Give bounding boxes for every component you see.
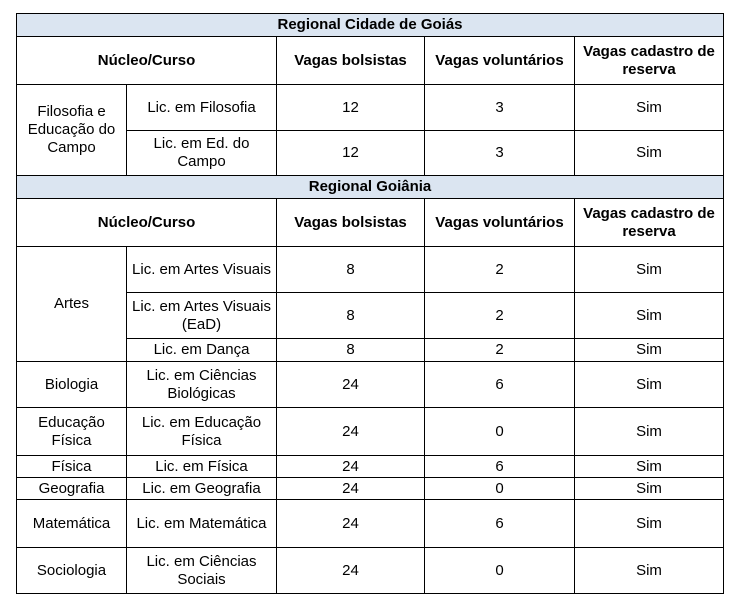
region-title: Regional Cidade de Goiás bbox=[17, 14, 724, 37]
table-row bbox=[17, 408, 724, 456]
table-row bbox=[17, 247, 724, 293]
table-row bbox=[17, 362, 724, 408]
bolsistas-cell: 8 bbox=[277, 247, 425, 293]
reserva-cell: Sim bbox=[575, 85, 724, 131]
region-title-row bbox=[17, 14, 724, 37]
voluntarios-cell: 0 bbox=[425, 478, 575, 500]
curso-cell: Lic. em Filosofia bbox=[127, 85, 277, 131]
nucleo-cell: Filosofia e Educação do Campo bbox=[17, 85, 127, 176]
curso-cell: Lic. em Matemática bbox=[127, 500, 277, 548]
header-vagas-voluntarios: Vagas voluntários bbox=[425, 199, 575, 247]
table-row bbox=[17, 500, 724, 548]
header-vagas-bolsistas: Vagas bolsistas bbox=[277, 199, 425, 247]
curso-cell: Lic. em Ed. do Campo bbox=[127, 131, 277, 176]
header-vagas-cadastro: Vagas cadastro de reserva bbox=[575, 199, 724, 247]
curso-cell: Lic. em Artes Visuais (EaD) bbox=[127, 293, 277, 339]
voluntarios-cell: 2 bbox=[425, 247, 575, 293]
bolsistas-cell: 24 bbox=[277, 456, 425, 478]
voluntarios-cell: 6 bbox=[425, 362, 575, 408]
bolsistas-cell: 8 bbox=[277, 293, 425, 339]
table-row bbox=[17, 478, 724, 500]
curso-cell: Lic. em Dança bbox=[127, 339, 277, 362]
header-vagas-voluntarios: Vagas voluntários bbox=[425, 37, 575, 85]
curso-cell: Lic. em Física bbox=[127, 456, 277, 478]
header-vagas-cadastro: Vagas cadastro de reserva bbox=[575, 37, 724, 85]
nucleo-cell: Artes bbox=[17, 247, 127, 362]
header-vagas-bolsistas: Vagas bolsistas bbox=[277, 37, 425, 85]
curso-cell: Lic. em Ciências Sociais bbox=[127, 548, 277, 594]
reserva-cell: Sim bbox=[575, 500, 724, 548]
voluntarios-cell: 2 bbox=[425, 293, 575, 339]
nucleo-cell: Matemática bbox=[17, 500, 127, 548]
reserva-cell: Sim bbox=[575, 362, 724, 408]
nucleo-cell: Biologia bbox=[17, 362, 127, 408]
region-title-row bbox=[17, 176, 724, 199]
voluntarios-cell: 0 bbox=[425, 408, 575, 456]
header-nucleo-curso: Núcleo/Curso bbox=[17, 199, 277, 247]
voluntarios-cell: 3 bbox=[425, 85, 575, 131]
vagas-table bbox=[16, 13, 724, 594]
voluntarios-cell: 6 bbox=[425, 500, 575, 548]
curso-cell: Lic. em Artes Visuais bbox=[127, 247, 277, 293]
voluntarios-cell: 6 bbox=[425, 456, 575, 478]
curso-cell: Lic. em Ciências Biológicas bbox=[127, 362, 277, 408]
table-row bbox=[17, 456, 724, 478]
bolsistas-cell: 24 bbox=[277, 408, 425, 456]
reserva-cell: Sim bbox=[575, 408, 724, 456]
reserva-cell: Sim bbox=[575, 131, 724, 176]
bolsistas-cell: 24 bbox=[277, 478, 425, 500]
table-row bbox=[17, 548, 724, 594]
reserva-cell: Sim bbox=[575, 293, 724, 339]
table-row bbox=[17, 85, 724, 131]
voluntarios-cell: 2 bbox=[425, 339, 575, 362]
bolsistas-cell: 12 bbox=[277, 85, 425, 131]
voluntarios-cell: 0 bbox=[425, 548, 575, 594]
header-row bbox=[17, 37, 724, 85]
bolsistas-cell: 24 bbox=[277, 500, 425, 548]
bolsistas-cell: 24 bbox=[277, 548, 425, 594]
voluntarios-cell: 3 bbox=[425, 131, 575, 176]
header-row bbox=[17, 199, 724, 247]
reserva-cell: Sim bbox=[575, 548, 724, 594]
reserva-cell: Sim bbox=[575, 339, 724, 362]
reserva-cell: Sim bbox=[575, 247, 724, 293]
curso-cell: Lic. em Educação Física bbox=[127, 408, 277, 456]
reserva-cell: Sim bbox=[575, 456, 724, 478]
document-page bbox=[16, 13, 724, 594]
nucleo-cell: Educação Física bbox=[17, 408, 127, 456]
nucleo-cell: Sociologia bbox=[17, 548, 127, 594]
bolsistas-cell: 24 bbox=[277, 362, 425, 408]
reserva-cell: Sim bbox=[575, 478, 724, 500]
region-title: Regional Goiânia bbox=[17, 176, 724, 199]
nucleo-cell: Geografia bbox=[17, 478, 127, 500]
nucleo-cell: Física bbox=[17, 456, 127, 478]
curso-cell: Lic. em Geografia bbox=[127, 478, 277, 500]
bolsistas-cell: 8 bbox=[277, 339, 425, 362]
bolsistas-cell: 12 bbox=[277, 131, 425, 176]
header-nucleo-curso: Núcleo/Curso bbox=[17, 37, 277, 85]
